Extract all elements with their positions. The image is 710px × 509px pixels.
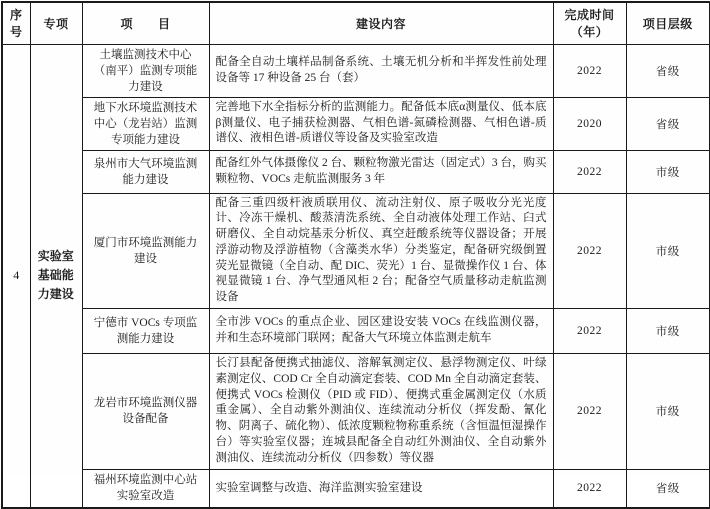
cell-construction-content: 长汀县配备便携式抽滤仪、溶解氧测定仪、悬浮物测定仪、叶绿素测定仪、COD Cr 全自动滴定套装、COD Mn 全自动滴定套装、便携式 VOCs 检测仪（PID 或 FID）、便携式重金属测定仪（水质重金属）、全自动紫外测油仪、连续流动分析仪（挥发酚、氰化物、阴离子、硫化物）、低浓度颗粒物称重系统（含恒温恒湿操作台）等实验室仪器；连城县配备全自动红外测油仪、全自动紫外测油仪、连续流动分析仪（四参数）等仪器 bbox=[209, 354, 553, 470]
table-row bbox=[2, 44, 710, 97]
header-row bbox=[2, 2, 710, 44]
cell-special-category bbox=[30, 44, 82, 508]
cell-project-level: 省级 bbox=[626, 469, 710, 508]
col-header-special: 专项 bbox=[30, 2, 82, 44]
cell-project-name: 福州环境监测中心站实验室改造 bbox=[82, 469, 209, 508]
cell-completion-year: 2020 bbox=[553, 97, 626, 150]
cell-construction-content: 完善地下水全指标分析的监测能力。配备低本底α测量仪、低本底β测量仪、电子捕获检测器、气相色谱-氮磷检测器、气相色谱-质谱仪、液相色谱-质谱仪等设备及实验室改造 bbox=[209, 97, 553, 150]
table-row bbox=[2, 150, 710, 193]
special-category-label: 实验室基础能力建设 bbox=[37, 249, 74, 302]
table-row bbox=[2, 193, 710, 309]
cell-project-level: 市级 bbox=[626, 354, 710, 470]
col-header-serial: 序号 bbox=[2, 2, 30, 44]
col-header-level: 项目层级 bbox=[626, 2, 710, 44]
table-row bbox=[2, 354, 710, 470]
cell-construction-content: 全市涉 VOCs 的重点企业、园区建设安装 VOCs 在线监测仪器，并和生态环境部门联网；配备大气环境立体监测走航车 bbox=[209, 309, 553, 354]
col-header-project: 项 目 bbox=[82, 2, 209, 44]
col-header-content: 建设内容 bbox=[209, 2, 553, 44]
table-row bbox=[2, 469, 710, 508]
cell-construction-content: 配备全自动土壤样品制备系统、土壤无机分析和半挥发性前处理设备等 17 种设备 25 台（套） bbox=[209, 44, 553, 97]
cell-project-level: 市级 bbox=[626, 150, 710, 193]
cell-project-name: 宁德市 VOCs 专项监测能力建设 bbox=[82, 309, 209, 354]
cell-serial-number: 4 bbox=[2, 44, 30, 508]
table-row bbox=[2, 97, 710, 150]
cell-project-name: 地下水环境监测技术中心（龙岩站）监测专项能力建设 bbox=[82, 97, 209, 150]
cell-completion-year: 2022 bbox=[553, 309, 626, 354]
cell-completion-year: 2022 bbox=[553, 354, 626, 470]
cell-completion-year: 2022 bbox=[553, 44, 626, 97]
cell-project-level: 市级 bbox=[626, 193, 710, 309]
cell-completion-year: 2022 bbox=[553, 150, 626, 193]
cell-project-level: 省级 bbox=[626, 97, 710, 150]
cell-project-level: 省级 bbox=[626, 44, 710, 97]
cell-project-name: 厦门市环境监测能力建设 bbox=[82, 193, 209, 309]
table-row bbox=[2, 309, 710, 354]
cell-project-level: 市级 bbox=[626, 309, 710, 354]
cell-completion-year: 2022 bbox=[553, 469, 626, 508]
cell-construction-content: 配备红外气体摄像仪 2 台、颗粒物激光雷达（固定式）3 台，购买颗粒物、VOCs 走航监测服务 3 年 bbox=[209, 150, 553, 193]
project-table bbox=[1, 1, 710, 509]
cell-construction-content: 配备三重四级杆液质联用仪、流动注射仪、原子吸收分光光度计、冷冻干燥机、酸蒸清洗系统、全自动液体处理工作站、臼式研磨仪、全自动烷基汞分析仪、真空赶酸系统等仪器设备；开展浮游动物及浮游植物（含藻类水华）分类鉴定，配备研究级倒置荧光显微镜（全自动、配 DIC、荧光）1 台、显微操作仪 1 台、体视显微镜 1 台、净气型通风柜 2 台；配备空气质量移动走航监测设备 bbox=[209, 193, 553, 309]
col-header-year: 完成时间（年） bbox=[553, 2, 626, 44]
cell-project-name: 龙岩市环境监测仪器设备配备 bbox=[82, 354, 209, 470]
cell-completion-year: 2022 bbox=[553, 193, 626, 309]
cell-project-name: 泉州市大气环境监测能力建设 bbox=[82, 150, 209, 193]
cell-construction-content: 实验室调整与改造、海洋监测实验室建设 bbox=[209, 469, 553, 508]
cell-project-name: 土壤监测技术中心（南平）监测专项能力建设 bbox=[82, 44, 209, 97]
